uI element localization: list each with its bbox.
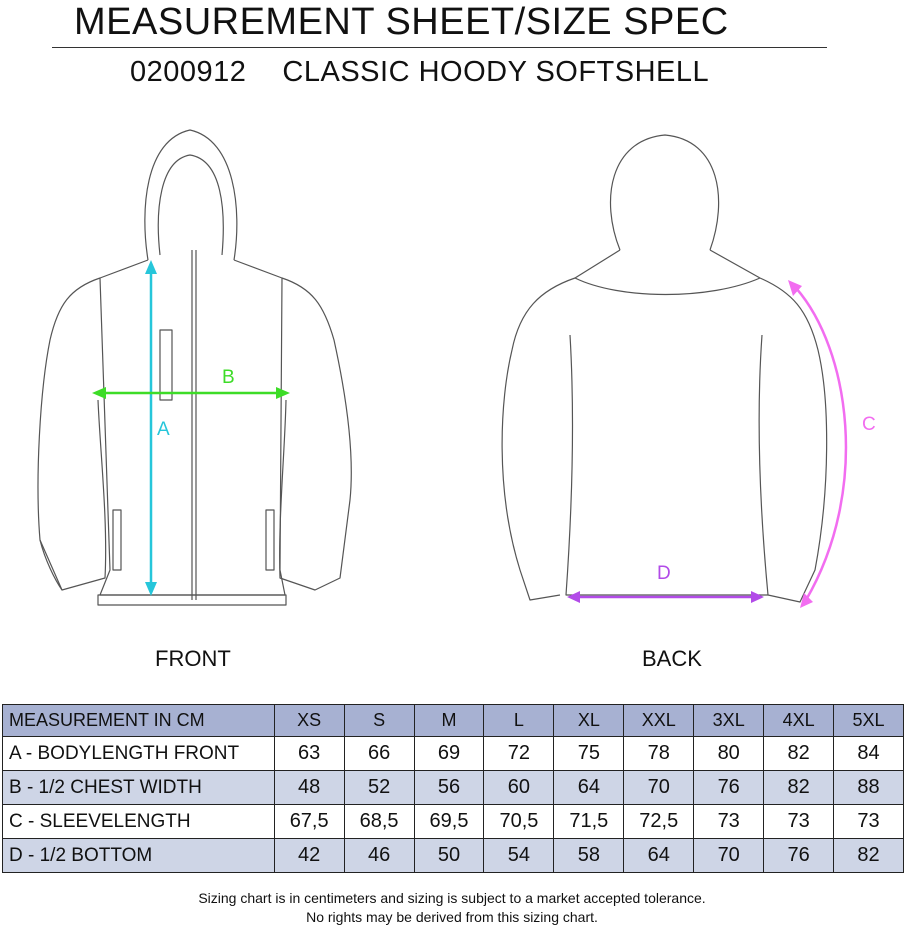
value-cell: 73 [764,805,834,839]
row-label-cell: B - 1/2 CHEST WIDTH [3,771,275,805]
product-name: CLASSIC HOODY SOFTSHELL [282,56,710,88]
sheet-title: MEASUREMENT SHEET/SIZE SPEC [74,1,729,43]
value-cell: 69,5 [414,805,484,839]
value-cell: 64 [624,839,694,873]
header-size-cell: 3XL [694,705,764,737]
value-cell: 54 [484,839,554,873]
value-cell: 56 [414,771,484,805]
value-cell: 52 [344,771,414,805]
value-cell: 58 [554,839,624,873]
product-subtitle [130,54,709,90]
value-cell: 67,5 [274,805,344,839]
marker-c-label: C [862,414,876,435]
front-jacket-drawing [38,130,351,605]
header-size-cell: XS [274,705,344,737]
marker-a-label: A [157,419,170,440]
header-size-cell: M [414,705,484,737]
value-cell: 73 [834,805,904,839]
value-cell: 76 [764,839,834,873]
footnote-line-1: Sizing chart is in centimeters and sizing is subject to a market accepted tolerance. [198,890,706,906]
value-cell: 60 [484,771,554,805]
front-view-label: FRONT [155,646,231,671]
value-cell: 72,5 [624,805,694,839]
value-cell: 88 [834,771,904,805]
value-cell: 75 [554,737,624,771]
value-cell: 82 [764,771,834,805]
header-size-cell: XXL [624,705,694,737]
value-cell: 69 [414,737,484,771]
back-jacket-drawing [502,135,827,602]
garment-illustrations [0,100,904,620]
value-cell: 84 [834,737,904,771]
value-cell: 70,5 [484,805,554,839]
value-cell: 78 [624,737,694,771]
value-cell: 66 [344,737,414,771]
table-row [3,839,904,873]
value-cell: 70 [624,771,694,805]
row-label-cell: C - SLEEVELENGTH [3,805,275,839]
value-cell: 46 [344,839,414,873]
value-cell: 70 [694,839,764,873]
value-cell: 64 [554,771,624,805]
table-row [3,805,904,839]
value-cell: 68,5 [344,805,414,839]
value-cell: 82 [834,839,904,873]
value-cell: 48 [274,771,344,805]
value-cell: 73 [694,805,764,839]
value-cell: 71,5 [554,805,624,839]
measure-b-arrow [92,387,290,399]
header-measurement-cell: MEASUREMENT IN CM [3,705,275,737]
table-header-row [3,705,904,737]
marker-d-label: D [657,563,671,584]
measure-a-arrow [145,260,157,596]
size-spec-table [2,704,904,873]
value-cell: 63 [274,737,344,771]
article-code: 0200912 [130,56,247,88]
value-cell: 50 [414,839,484,873]
header-size-cell: L [484,705,554,737]
value-cell: 42 [274,839,344,873]
header-size-cell: XL [554,705,624,737]
value-cell: 76 [694,771,764,805]
table-row [3,771,904,805]
row-label-cell: A - BODYLENGTH FRONT [3,737,275,771]
value-cell: 80 [694,737,764,771]
measure-d-arrow [567,591,764,603]
footnote-line-2: No rights may be derived from this sizing chart. [306,909,598,925]
back-view-label: BACK [642,646,702,671]
marker-b-label: B [222,367,235,388]
header-size-cell: 5XL [834,705,904,737]
header-size-cell: 4XL [764,705,834,737]
table-row [3,737,904,771]
header-size-cell: S [344,705,414,737]
row-label-cell: D - 1/2 BOTTOM [3,839,275,873]
value-cell: 72 [484,737,554,771]
value-cell: 82 [764,737,834,771]
title-divider [52,47,827,48]
